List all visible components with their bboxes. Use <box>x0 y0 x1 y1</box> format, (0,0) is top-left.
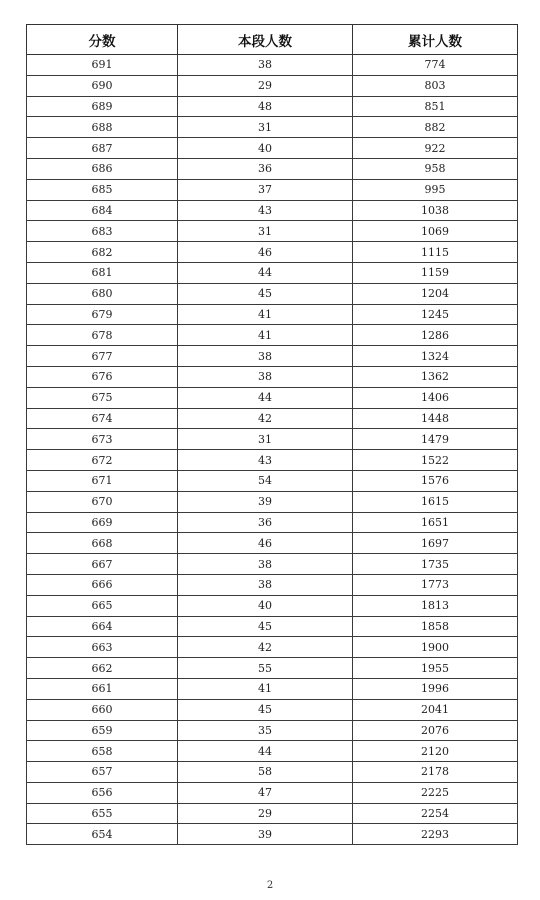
cell-cumulative-count: 1996 <box>353 678 518 699</box>
table-row <box>27 824 518 845</box>
cell-score: 658 <box>27 741 178 762</box>
cell-score: 686 <box>27 158 178 179</box>
table-header-row <box>27 25 518 55</box>
cell-cumulative-count: 803 <box>353 75 518 96</box>
cell-segment-count: 46 <box>178 242 353 263</box>
table-row <box>27 470 518 491</box>
table-row <box>27 595 518 616</box>
score-distribution-table-container <box>26 24 517 845</box>
cell-cumulative-count: 2120 <box>353 741 518 762</box>
table-row <box>27 304 518 325</box>
cell-score: 680 <box>27 283 178 304</box>
cell-cumulative-count: 1362 <box>353 366 518 387</box>
table-row <box>27 637 518 658</box>
header-cumulative-count: 累计人数 <box>353 25 518 55</box>
cell-segment-count: 31 <box>178 429 353 450</box>
cell-segment-count: 39 <box>178 491 353 512</box>
cell-cumulative-count: 2293 <box>353 824 518 845</box>
table-row <box>27 158 518 179</box>
header-score: 分数 <box>27 25 178 55</box>
cell-score: 689 <box>27 96 178 117</box>
cell-score: 656 <box>27 782 178 803</box>
cell-cumulative-count: 1900 <box>353 637 518 658</box>
cell-score: 679 <box>27 304 178 325</box>
table-row <box>27 491 518 512</box>
cell-cumulative-count: 1697 <box>353 533 518 554</box>
cell-segment-count: 38 <box>178 554 353 575</box>
table-row <box>27 658 518 679</box>
cell-segment-count: 42 <box>178 408 353 429</box>
cell-segment-count: 36 <box>178 158 353 179</box>
table-row <box>27 283 518 304</box>
cell-cumulative-count: 1038 <box>353 200 518 221</box>
cell-score: 675 <box>27 387 178 408</box>
cell-cumulative-count: 882 <box>353 117 518 138</box>
cell-cumulative-count: 1858 <box>353 616 518 637</box>
cell-score: 668 <box>27 533 178 554</box>
cell-segment-count: 54 <box>178 470 353 491</box>
cell-cumulative-count: 1735 <box>353 554 518 575</box>
table-row <box>27 450 518 471</box>
cell-score: 682 <box>27 242 178 263</box>
cell-cumulative-count: 1245 <box>353 304 518 325</box>
cell-score: 678 <box>27 325 178 346</box>
cell-segment-count: 43 <box>178 450 353 471</box>
table-row <box>27 512 518 533</box>
cell-cumulative-count: 1286 <box>353 325 518 346</box>
cell-score: 667 <box>27 554 178 575</box>
cell-score: 666 <box>27 574 178 595</box>
cell-score: 681 <box>27 262 178 283</box>
table-row <box>27 699 518 720</box>
table-row <box>27 55 518 76</box>
table-row <box>27 117 518 138</box>
cell-segment-count: 40 <box>178 595 353 616</box>
table-row <box>27 200 518 221</box>
cell-segment-count: 58 <box>178 762 353 783</box>
cell-segment-count: 37 <box>178 179 353 200</box>
table-row <box>27 429 518 450</box>
cell-score: 655 <box>27 803 178 824</box>
cell-cumulative-count: 2254 <box>353 803 518 824</box>
cell-cumulative-count: 1813 <box>353 595 518 616</box>
cell-cumulative-count: 1204 <box>353 283 518 304</box>
table-row <box>27 782 518 803</box>
cell-segment-count: 55 <box>178 658 353 679</box>
cell-score: 663 <box>27 637 178 658</box>
cell-score: 670 <box>27 491 178 512</box>
cell-score: 657 <box>27 762 178 783</box>
cell-score: 664 <box>27 616 178 637</box>
cell-segment-count: 44 <box>178 387 353 408</box>
cell-score: 662 <box>27 658 178 679</box>
cell-score: 665 <box>27 595 178 616</box>
cell-segment-count: 29 <box>178 75 353 96</box>
cell-cumulative-count: 922 <box>353 138 518 159</box>
cell-segment-count: 29 <box>178 803 353 824</box>
cell-score: 671 <box>27 470 178 491</box>
table-row <box>27 762 518 783</box>
cell-segment-count: 45 <box>178 283 353 304</box>
cell-segment-count: 42 <box>178 637 353 658</box>
cell-cumulative-count: 1069 <box>353 221 518 242</box>
cell-score: 654 <box>27 824 178 845</box>
cell-segment-count: 35 <box>178 720 353 741</box>
cell-score: 674 <box>27 408 178 429</box>
cell-score: 677 <box>27 346 178 367</box>
cell-score: 669 <box>27 512 178 533</box>
table-row <box>27 678 518 699</box>
table-row <box>27 325 518 346</box>
table-row <box>27 96 518 117</box>
table-row <box>27 221 518 242</box>
cell-segment-count: 31 <box>178 117 353 138</box>
table-row <box>27 741 518 762</box>
cell-cumulative-count: 958 <box>353 158 518 179</box>
cell-segment-count: 44 <box>178 741 353 762</box>
cell-cumulative-count: 1576 <box>353 470 518 491</box>
cell-cumulative-count: 1522 <box>353 450 518 471</box>
cell-segment-count: 47 <box>178 782 353 803</box>
cell-cumulative-count: 2225 <box>353 782 518 803</box>
cell-segment-count: 39 <box>178 824 353 845</box>
cell-cumulative-count: 851 <box>353 96 518 117</box>
cell-cumulative-count: 995 <box>353 179 518 200</box>
cell-cumulative-count: 2041 <box>353 699 518 720</box>
table-row <box>27 242 518 263</box>
table-row <box>27 408 518 429</box>
cell-score: 687 <box>27 138 178 159</box>
cell-score: 691 <box>27 55 178 76</box>
cell-segment-count: 45 <box>178 699 353 720</box>
table-row <box>27 346 518 367</box>
cell-cumulative-count: 1615 <box>353 491 518 512</box>
cell-cumulative-count: 1159 <box>353 262 518 283</box>
cell-score: 661 <box>27 678 178 699</box>
cell-cumulative-count: 1773 <box>353 574 518 595</box>
cell-segment-count: 36 <box>178 512 353 533</box>
cell-segment-count: 38 <box>178 346 353 367</box>
table-row <box>27 803 518 824</box>
table-row <box>27 574 518 595</box>
cell-segment-count: 31 <box>178 221 353 242</box>
cell-cumulative-count: 1479 <box>353 429 518 450</box>
table-row <box>27 366 518 387</box>
cell-score: 685 <box>27 179 178 200</box>
table-row <box>27 533 518 554</box>
cell-segment-count: 38 <box>178 55 353 76</box>
cell-segment-count: 41 <box>178 325 353 346</box>
cell-cumulative-count: 1324 <box>353 346 518 367</box>
cell-score: 688 <box>27 117 178 138</box>
table-body <box>27 55 518 845</box>
cell-score: 683 <box>27 221 178 242</box>
cell-score: 676 <box>27 366 178 387</box>
cell-cumulative-count: 1406 <box>353 387 518 408</box>
cell-cumulative-count: 1955 <box>353 658 518 679</box>
cell-segment-count: 41 <box>178 304 353 325</box>
header-segment-count: 本段人数 <box>178 25 353 55</box>
cell-score: 672 <box>27 450 178 471</box>
cell-cumulative-count: 1651 <box>353 512 518 533</box>
cell-score: 673 <box>27 429 178 450</box>
cell-segment-count: 44 <box>178 262 353 283</box>
page-number: 2 <box>266 880 274 891</box>
table-row <box>27 387 518 408</box>
cell-segment-count: 38 <box>178 366 353 387</box>
cell-segment-count: 41 <box>178 678 353 699</box>
cell-score: 659 <box>27 720 178 741</box>
table-row <box>27 179 518 200</box>
cell-score: 684 <box>27 200 178 221</box>
cell-score: 660 <box>27 699 178 720</box>
score-distribution-table <box>26 24 518 845</box>
cell-segment-count: 40 <box>178 138 353 159</box>
cell-segment-count: 43 <box>178 200 353 221</box>
cell-cumulative-count: 2178 <box>353 762 518 783</box>
cell-segment-count: 48 <box>178 96 353 117</box>
cell-score: 690 <box>27 75 178 96</box>
cell-cumulative-count: 774 <box>353 55 518 76</box>
cell-cumulative-count: 1448 <box>353 408 518 429</box>
cell-cumulative-count: 2076 <box>353 720 518 741</box>
cell-cumulative-count: 1115 <box>353 242 518 263</box>
table-row <box>27 262 518 283</box>
table-row <box>27 616 518 637</box>
cell-segment-count: 38 <box>178 574 353 595</box>
cell-segment-count: 46 <box>178 533 353 554</box>
table-row <box>27 75 518 96</box>
table-row <box>27 720 518 741</box>
table-row <box>27 138 518 159</box>
table-row <box>27 554 518 575</box>
cell-segment-count: 45 <box>178 616 353 637</box>
